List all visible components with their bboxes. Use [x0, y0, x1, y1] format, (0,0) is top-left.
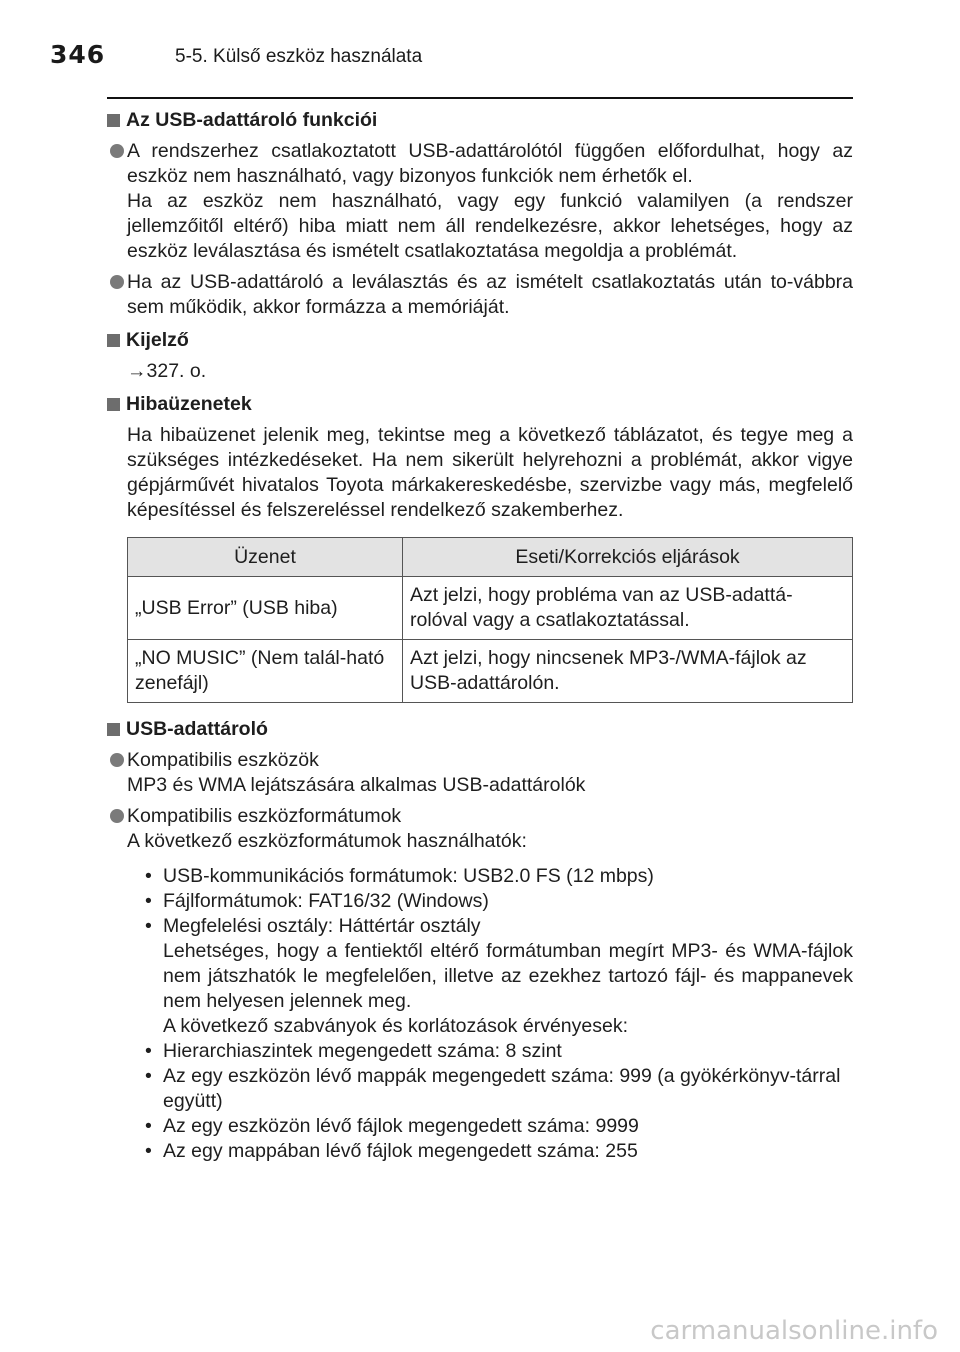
square-bullet-icon: [107, 334, 120, 347]
circle-bullet-icon: [110, 275, 124, 289]
square-bullet-icon: [107, 723, 120, 736]
table-cell: Azt jelzi, hogy probléma van az USB-adattá-rolóval vagy a csatlakoztatással.: [403, 577, 853, 640]
list-item-note: A következő szabványok és korlátozások érvényesek:: [163, 1015, 628, 1037]
paragraph: Ha hibaüzenet jelenik meg, tekintse meg a következő táblázatot, és tegye meg a szükséges intézkedéseket. Ha nem sikerült helyrehozni a problémát, akkor vigye gépjárművét hivatalos Toyota márkakereskedésbe, szervizbe vagy más, megfelelő képesítéssel és felszereléssel rendelkező szakemberhez.: [127, 424, 853, 521]
paragraph: Ha az eszköz nem használható, vagy egy funkció valamilyen (a rendszer jellemzőitől eltérő) hiba miatt nem áll rendelkezésre, akkor lehetséges, hogy az eszköz leválasztása és ismételt csatlakoztatása megoldja a problémát.: [127, 190, 853, 262]
list-item: [145, 889, 853, 914]
list-item-text: Az egy eszközön lévő mappák megengedett száma: 999 (a gyökérkönyv-tárral együtt): [163, 1065, 841, 1112]
list-item-note: Lehetséges, hogy a fentiektől eltérő formátumban megírt MP3- és WMA-fájlok nem játszhatók le megfelelően, illetve az ezekhez tartozó fájl- és mappanevek nem helyesen jelennek meg.: [163, 940, 853, 1012]
section-heading-usb-functions: [107, 108, 853, 133]
watermark: carmanualsonline.info: [650, 1316, 938, 1346]
error-message-table: [127, 537, 853, 703]
list-item-text: Az egy mappában lévő fájlok megengedett száma: 255: [163, 1140, 638, 1162]
list-item-text: Az egy eszközön lévő fájlok megengedett száma: 9999: [163, 1115, 639, 1137]
table-cell: „NO MUSIC” (Nem talál-ható zenefájl): [128, 640, 403, 703]
page-content: [107, 108, 853, 1164]
list-item: [145, 914, 853, 1039]
section-heading-usb-storage: [107, 717, 853, 742]
bullet-dot-icon: •: [145, 1115, 152, 1137]
section-heading-errors: [107, 392, 853, 417]
square-bullet-icon: [107, 398, 120, 411]
bullet-dot-icon: •: [145, 865, 152, 887]
table-header-row: [128, 538, 853, 577]
list-item: [107, 748, 853, 798]
list-item: [107, 139, 853, 264]
circle-bullet-icon: [110, 809, 124, 823]
table-cell: „USB Error” (USB hiba): [128, 577, 403, 640]
section-title: USB-adattároló: [126, 718, 268, 740]
list-item: [145, 1139, 853, 1164]
list-item-text: Fájlformátumok: FAT16/32 (Windows): [163, 890, 489, 912]
list-item: [107, 804, 853, 854]
list-item-text: USB-kommunikációs formátumok: USB2.0 FS (12 mbps): [163, 865, 654, 887]
section-title: Kijelző: [126, 329, 189, 351]
table-row: [128, 640, 853, 703]
column-header: Üzenet: [128, 538, 403, 577]
bullet-dot-icon: •: [145, 890, 152, 912]
table-row: [128, 577, 853, 640]
chapter-title: 5-5. Külső eszköz használata: [175, 46, 423, 67]
list-item: [145, 1039, 853, 1064]
bullet-dot-icon: •: [145, 1140, 152, 1162]
paragraph: Kompatibilis eszközformátumok: [127, 805, 402, 827]
page-number: 346: [50, 40, 106, 69]
section-heading-display: [107, 328, 853, 353]
bullet-dot-icon: •: [145, 915, 152, 937]
list-item-text: Hierarchiaszintek megengedett száma: 8 szint: [163, 1040, 562, 1062]
paragraph: MP3 és WMA lejátszására alkalmas USB-adattárolók: [127, 774, 586, 796]
list-item: [145, 864, 853, 889]
section-title: Az USB-adattároló funkciói: [126, 109, 378, 131]
paragraph: Kompatibilis eszközök: [127, 749, 319, 771]
section-title: Hibaüzenetek: [126, 393, 252, 415]
page-reference: →327. o.: [127, 360, 207, 382]
column-header: Eseti/Korrekciós eljárások: [403, 538, 853, 577]
format-list: [107, 864, 853, 1164]
paragraph: A rendszerhez csatlakoztatott USB-adattárolótól függően előfordulhat, hogy az eszköz nem használható, vagy bizonyos funkciók nem érhetők el.: [127, 140, 853, 187]
bullet-dot-icon: •: [145, 1065, 152, 1087]
table-cell: Azt jelzi, hogy nincsenek MP3-/WMA-fájlok az USB-adattárolón.: [403, 640, 853, 703]
header-divider: [107, 97, 853, 99]
paragraph: Ha az USB-adattároló a leválasztás és az ismételt csatlakoztatás után to-vábbra sem működik, akkor formázza a memóriáját.: [127, 271, 853, 318]
list-item: [145, 1064, 853, 1114]
list-item: [107, 270, 853, 320]
paragraph: A következő eszközformátumok használhatók:: [127, 830, 527, 852]
list-item: [145, 1114, 853, 1139]
bullet-dot-icon: •: [145, 1040, 152, 1062]
circle-bullet-icon: [110, 144, 124, 158]
circle-bullet-icon: [110, 753, 124, 767]
list-item-text: Megfelelési osztály: Háttértár osztály: [163, 915, 481, 937]
square-bullet-icon: [107, 114, 120, 127]
